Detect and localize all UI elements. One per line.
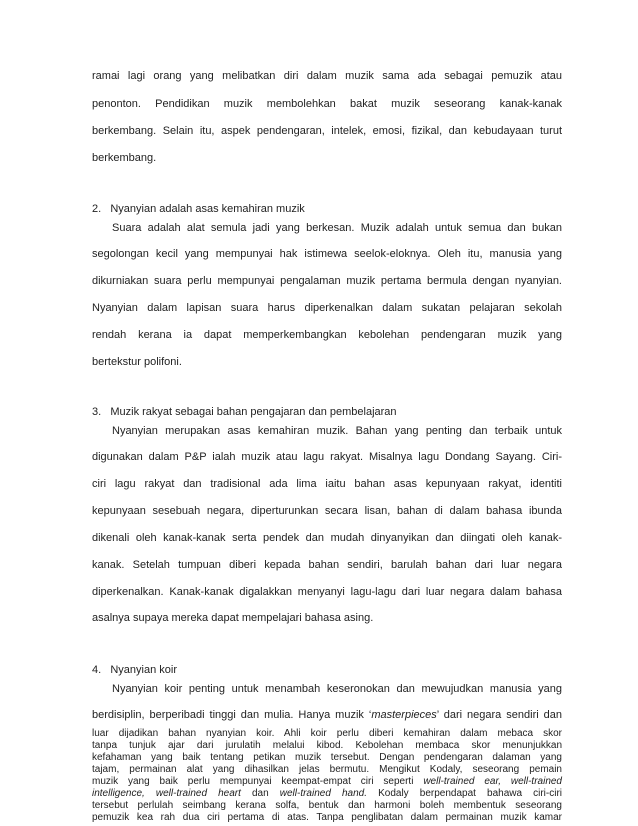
text-run: berdisiplin, berperibadi tinggi dan mulia. Hanya muzik ‘ [92,709,372,721]
section-heading: 3. Muzik rakyat sebagai bahan pengajaran dan pembelajaran [92,406,397,418]
text-line: Nyanyian dalam lapisan suara harus diperkenalkan dalam sukatan pelajaran sekolah [92,302,562,314]
text-run: ’ dari negara sendiri dan [436,709,562,721]
text-line [92,812,562,823]
text-line [92,800,562,811]
text-run: Kodaly berpendapat bahawa ciri-ciri [367,788,562,799]
text-line: diperkenalkan. Kanak-kanak digalakkan menyanyi lagu-lagu dari luar negara dalam bahasa [92,586,562,598]
text-line [92,764,562,775]
text-line: dikurniakan suara perlu mempunyai pengalaman muzik pertama bermula dengan nyanyian. [92,275,562,287]
text-line: kanak. Setelah tumpuan diberi kepada bahan sendiri, barulah bahan dari luar negara [92,559,562,571]
italic-term: well-trained hand. [279,788,368,799]
text-line: digunakan dalam P&P ialah muzik atau lagu rakyat. Misalnya lagu Dondang Sayang. Ciri- [92,451,562,463]
text-line: tanpa tunjuk ajar dari jurulatih melalui kibod. Kebolehan membaca skor menunjukkan [92,740,562,751]
text-line: ramai lagi orang yang melibatkan diri dalam muzik sama ada sebagai pemuzik atau [92,70,562,82]
text-line: bertekstur polifoni. [92,356,182,368]
text-line [92,709,562,722]
italic-term: intelligence, well-trained heart [92,788,241,799]
text-line: berkembang. Selain itu, aspek pendengaran, intelek, emosi, fizikal, dan kebudayaan turut [92,125,562,137]
text-line: Nyanyian koir penting untuk menambah keseronokan dan mewujudkan manusia yang [112,683,562,695]
text-run: muzik yang baik perlu mempunyai keempat-empat ciri seperti [92,776,424,787]
section-heading: 2. Nyanyian adalah asas kemahiran muzik [92,203,305,215]
text-line: dikenali oleh kanak-kanak serta pendek dan mudah dinyanyikan dan diingati oleh kanak- [92,532,562,544]
text-line: Nyanyian merupakan asas kemahiran muzik. Bahan yang penting dan terbaik untuk [112,425,562,437]
text-run: tersebut perlulah seimbang kerana solfa, bentuk dan harmoni boleh membentuk seseorang [92,800,562,811]
text-line: kefahaman yang baik tentang petikan muzik tersebut. Dengan pendengaran dalaman yang [92,752,562,763]
text-run: tajam, permainan alat yang dihasilkan jelas bermutu. Mengikut Kodaly, seseorang pemain [92,764,562,775]
text-line: kepunyaan sesebuah negara, diperturunkan secara lisan, bahan di dalam bahasa ibunda [92,505,562,517]
text-line: berkembang. [92,152,157,164]
italic-term: well-trained ear, well-trained [423,776,562,787]
text-run: dan [240,788,280,799]
text-run: pemuzik kea rah dua ciri pertama di atas. Tanpa penglibatan dalam permainan muzik kamar [92,812,562,823]
text-line: luar dijadikan bahan nyanyian koir. Ahli koir perlu diberi kemahiran dalam mebaca skor [92,728,562,739]
italic-term: masterpieces [371,709,437,721]
text-line: penonton. Pendidikan muzik membolehkan bakat muzik seseorang kanak-kanak [92,98,562,110]
section-heading: 4. Nyanyian koir [92,664,177,676]
text-line [92,776,562,787]
text-line: rendah kerana ia dapat memperkembangkan kebolehan pendengaran muzik yang [92,329,562,341]
text-line [92,788,562,799]
text-line: ciri lagu rakyat dan tradisional ada lima iaitu bahan asas kepunyaan rakyat, identiti [92,478,562,490]
text-line: asalnya supaya mereka dapat mempelajari bahasa asing. [92,612,374,624]
text-line: Suara adalah alat semula jadi yang berkesan. Muzik adalah untuk semua dan bukan [112,222,562,234]
text-line: segolongan kecil yang mempunyai hak istimewa seelok-eloknya. Oleh itu, manusia yang [92,248,562,260]
